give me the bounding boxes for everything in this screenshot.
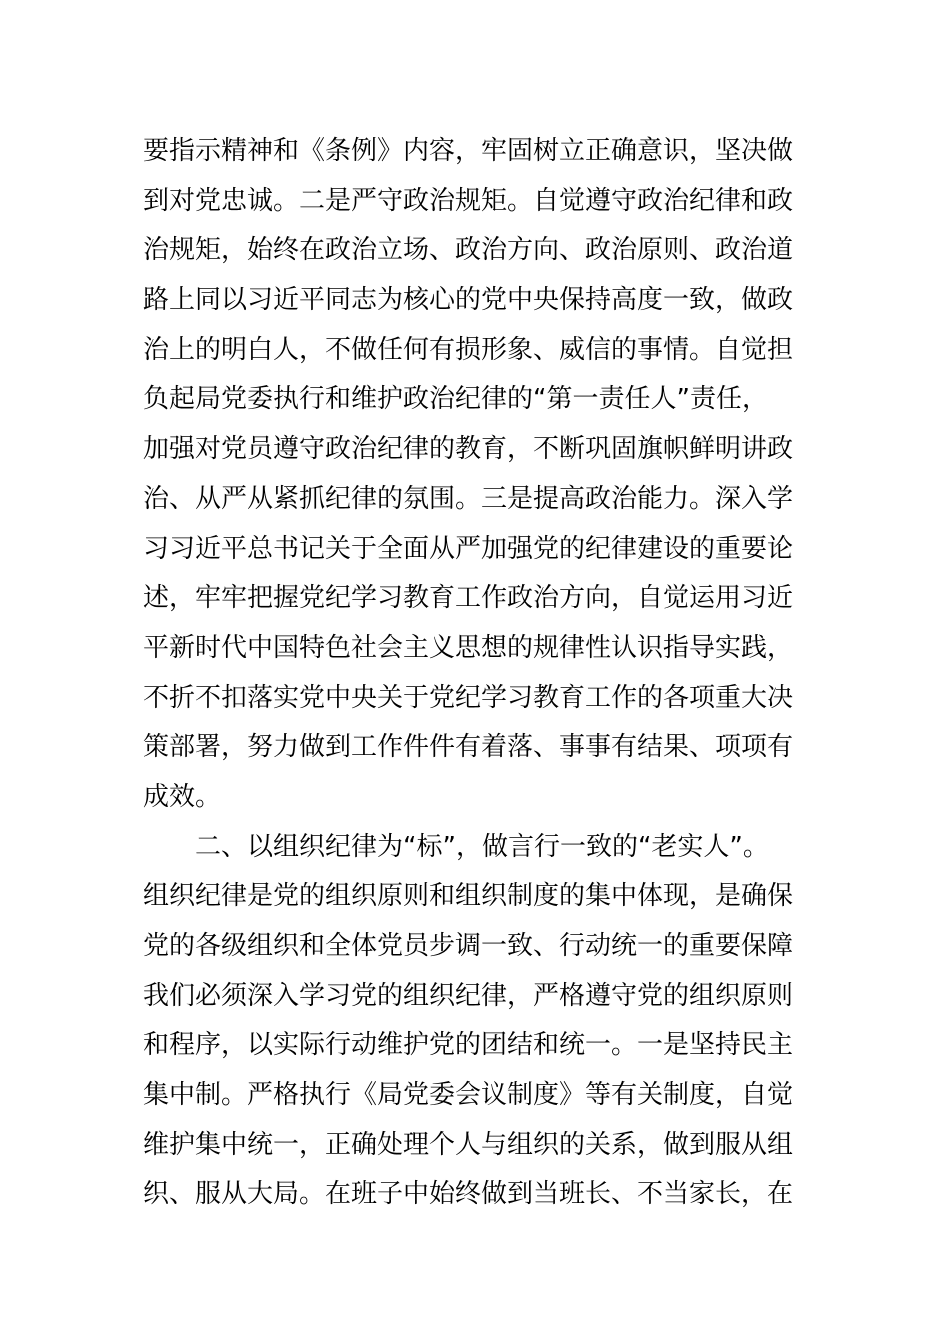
text-line: 织、服从大局。在班子中始终做到当班长、不当家长，在 [143, 1179, 794, 1210]
text-line: 治上的明白人，不做任何有损形象、威信的事情。自觉担 [143, 334, 794, 365]
text-line: 治、从严从紧抓纪律的氛围。三是提高政治能力。深入学 [143, 483, 794, 514]
text-line: 和程序，以实际行动维护党的团结和统一。一是坚持民主 [143, 1030, 794, 1061]
text-line: 平新时代中国特色社会主义思想的规律性认识指导实践， [143, 632, 794, 663]
text-line: 组织纪律是党的组织原则和组织制度的集中体现，是确保 [143, 881, 794, 912]
text-line: 不折不扣落实党中央关于党纪学习教育工作的各项重大决 [143, 682, 794, 713]
body-text [143, 127, 823, 1220]
text-line: 策部署，努力做到工作件件有着落、事事有结果、项项有 [143, 732, 794, 763]
text-line: 路上同以习近平同志为核心的党中央保持高度一致，做政 [143, 285, 794, 316]
text-line: 集中制。严格执行《局党委会议制度》等有关制度，自觉 [143, 1080, 794, 1111]
text-line: 成效。 [143, 781, 222, 812]
text-line: 到对党忠诚。二是严守政治规矩。自觉遵守政治纪律和政 [143, 185, 794, 216]
section-heading: 二、以组织纪律为“标”，做言行一致的“老实人”。 [195, 831, 769, 862]
text-line: 党的各级组织和全体党员步调一致、行动统一的重要保障 [143, 931, 794, 961]
text-line: 维护集中统一，正确处理个人与组织的关系，做到服从组 [143, 1129, 794, 1160]
text-line: 我们必须深入学习党的组织纪律，严格遵守党的组织原则 [143, 980, 794, 1011]
text-line: 加强对党员遵守政治纪律的教育，不断巩固旗帜鲜明讲政 [143, 434, 794, 465]
text-line: 治规矩，始终在政治立场、政治方向、政治原则、政治道 [143, 235, 794, 266]
text-line: 述，牢牢把握党纪学习教育工作政治方向，自觉运用习近 [143, 583, 794, 614]
text-line: 要指示精神和《条例》内容，牢固树立正确意识，坚决做 [143, 136, 794, 166]
text-line: 负起局党委执行和维护政治纪律的“第一责任人”责任， [143, 384, 768, 415]
text-line: 习习近平总书记关于全面从严加强党的纪律建设的重要论 [143, 533, 794, 564]
